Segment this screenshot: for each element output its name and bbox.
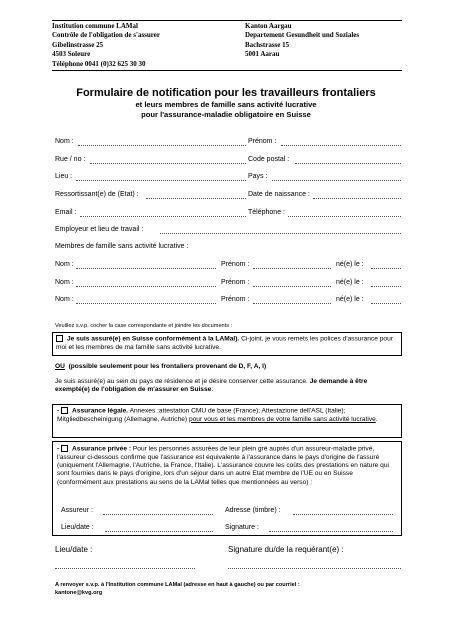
header-bottom-rule	[52, 70, 402, 71]
email-label: Email :	[55, 209, 77, 216]
telephone-field[interactable]	[288, 216, 401, 217]
header-left-line: 4503 Soleure	[52, 50, 91, 59]
famille-nom-label: Nom :	[55, 296, 74, 303]
code-postal-label: Code postal :	[248, 156, 290, 163]
famille-ne-field[interactable]	[371, 286, 401, 287]
instruction-text: Veuillez s.v.p. cocher la case correspondante et joindre les documents :	[55, 323, 233, 329]
membres-label: Membres de famille sans activité lucrative :	[55, 243, 189, 250]
signature-field[interactable]	[228, 568, 401, 569]
famille-ne-field[interactable]	[371, 303, 401, 304]
footer-email-link[interactable]: kantone@kvg.org	[55, 590, 103, 596]
famille-prenom-label: Prénom :	[221, 296, 250, 303]
option-suisse-desc: Ci-joint, je vous remets les polices d'assurance pour moi et les membres de ma famille sans activité lucrative.	[56, 335, 393, 351]
telephone-label: Téléphone :	[248, 209, 285, 216]
ou-label: OU	[55, 363, 65, 370]
option-residence-text	[55, 378, 400, 395]
page-subtitle: pour l'assurance-maladie obligatoire en Suisse	[141, 110, 311, 119]
ou-heading	[55, 363, 266, 371]
header-right-line: Bachstrasse 15	[245, 40, 290, 49]
assureur-label: Assureur :	[61, 507, 93, 514]
employeur-field[interactable]	[160, 233, 401, 234]
famille-prenom-field[interactable]	[253, 268, 331, 269]
privee-signature-field[interactable]	[269, 531, 393, 532]
assurance-privee-box	[52, 441, 402, 536]
famille-prenom-label: Prénom :	[221, 279, 250, 286]
option-suisse-text	[56, 335, 396, 352]
option-suisse-checkbox[interactable]	[56, 335, 63, 342]
assurance-legale-box	[52, 404, 402, 438]
header-right-line: Departement Gesundheit und Soziales	[245, 31, 360, 40]
famille-ne-label: né(e) le :	[336, 296, 364, 303]
footer-instruction: A renvoyer s.v.p. à l'Institution commune LAMal (adresse en haut à gauche) ou par courriel :	[55, 582, 300, 588]
assurance-privee-text	[57, 445, 397, 487]
header-left-line: Gibelinstrasse 25	[52, 40, 104, 49]
code-postal-field[interactable]	[295, 163, 401, 164]
email-field[interactable]	[80, 216, 246, 217]
employeur-label: Employeur et lieu de travail :	[55, 226, 144, 233]
lieu-label: Lieu :	[55, 173, 73, 180]
famille-prenom-field[interactable]	[253, 303, 331, 304]
assurance-legale-underlined: pour vous et les membres de votre famille sans activité lucrative	[188, 415, 376, 423]
rue-label: Rue / no :	[55, 156, 86, 163]
option-residence-normal: Je suis assuré(e) au sein du pays de résidence et je désire conserver cette assurance.	[55, 378, 310, 385]
lieu-date-label: Lieu/date :	[55, 545, 93, 554]
assureur-field[interactable]	[103, 514, 213, 515]
ressortissant-label: Ressortissant(e) de (Etat) :	[55, 191, 139, 198]
option-residence-end: .	[211, 386, 214, 394]
assurance-privee-desc: Pour les personnes assurées de leur plein gré auprès d'un assureur-maladie privé, l'assureur ci-dessous confirme que l'assurance est équivalente à l'assurance dans le pays d'origine de l'assuré (uniquement l'Allemagne, l'Autriche, la France, l'Italie). L'assurance couvre les coûts des prestations en nature qui sont fournies dans le pays d'origine, lors d'un séjour dans un autre Etat membre de l'UE ou en Suisse (conformément aux prestations au sens de la LAMal telles que mentionnées au verso) :	[57, 445, 389, 486]
assurance-legale-end: .	[375, 415, 378, 423]
date-naissance-label: Date de naissance :	[248, 191, 310, 198]
famille-nom-label: Nom :	[55, 279, 74, 286]
nom-field[interactable]	[78, 145, 246, 146]
header-left-address	[52, 22, 160, 69]
header-left-line: Institution commune LAMal	[52, 22, 138, 30]
header-right-address	[245, 22, 359, 60]
famille-nom-label: Nom :	[55, 261, 74, 268]
famille-nom-field[interactable]	[76, 268, 216, 269]
header-top-rule	[52, 20, 402, 21]
lieu-date-field[interactable]	[55, 568, 195, 569]
option-residence-bold: Je demande à être exempté(e) de l'obligation de m'assurer en Suisse	[55, 378, 368, 394]
assurance-privee-label: Assurance privée :	[72, 445, 132, 453]
ressortissant-field[interactable]	[146, 198, 246, 199]
prenom-label: Prénom :	[248, 138, 277, 145]
ou-condition: (possible seulement pour les frontaliers provenant de D, F, A, I)	[68, 363, 267, 370]
pays-field[interactable]	[272, 180, 401, 181]
page-title: Formulaire de notification pour les travailleurs frontaliers	[76, 87, 376, 99]
famille-ne-field[interactable]	[371, 268, 401, 269]
header-right-line: 5001 Aarau	[245, 50, 280, 59]
page-subtitle: et leurs membres de famille sans activité lucrative	[135, 100, 317, 109]
rue-field[interactable]	[90, 163, 246, 164]
option-suisse-box	[52, 332, 402, 356]
famille-ne-label: né(e) le :	[336, 261, 364, 268]
famille-prenom-label: Prénom :	[221, 261, 250, 268]
header-right-line: Kanton Aargau	[245, 22, 292, 30]
header-left-line: Téléphone 0041 (0)32 625 30 30	[52, 59, 146, 68]
assurance-legale-label: Assurance légale.	[72, 407, 129, 415]
signature-label: Signature du/de la requérant(e) :	[228, 545, 344, 554]
pays-label: Pays :	[248, 173, 268, 180]
privee-lieu-date-field[interactable]	[105, 531, 213, 532]
assurance-legale-prefix: -	[57, 407, 62, 415]
adresse-label: Adresse (timbre) :	[225, 507, 281, 514]
famille-ne-label: né(e) le :	[336, 279, 364, 286]
assurance-legale-desc: Annexes :attestation CMU de base (France); Attestazione dell'ASL (Italie); Mitgliedbescheinigung (Allemagne, Autriche)	[57, 407, 346, 423]
nom-label: Nom :	[55, 138, 74, 145]
assurance-legale-text	[57, 407, 397, 424]
famille-prenom-field[interactable]	[253, 286, 331, 287]
privee-lieu-date-label: Lieu/date :	[61, 524, 94, 531]
prenom-field[interactable]	[281, 145, 401, 146]
assurance-privee-prefix: -	[57, 445, 62, 453]
famille-nom-field[interactable]	[76, 286, 216, 287]
privee-signature-label: Signature :	[225, 524, 259, 531]
header-left-line: Contrôle de l'obligation de s'assurer	[52, 31, 160, 40]
lieu-field[interactable]	[76, 180, 246, 181]
assurance-privee-checkbox[interactable]	[61, 445, 68, 452]
assurance-legale-checkbox[interactable]	[61, 407, 68, 414]
famille-nom-field[interactable]	[76, 303, 216, 304]
adresse-field[interactable]	[293, 514, 393, 515]
option-suisse-title: Je suis assuré(e) en Suisse conformément à la LAMal).	[67, 335, 240, 343]
date-naissance-field[interactable]	[313, 198, 401, 199]
